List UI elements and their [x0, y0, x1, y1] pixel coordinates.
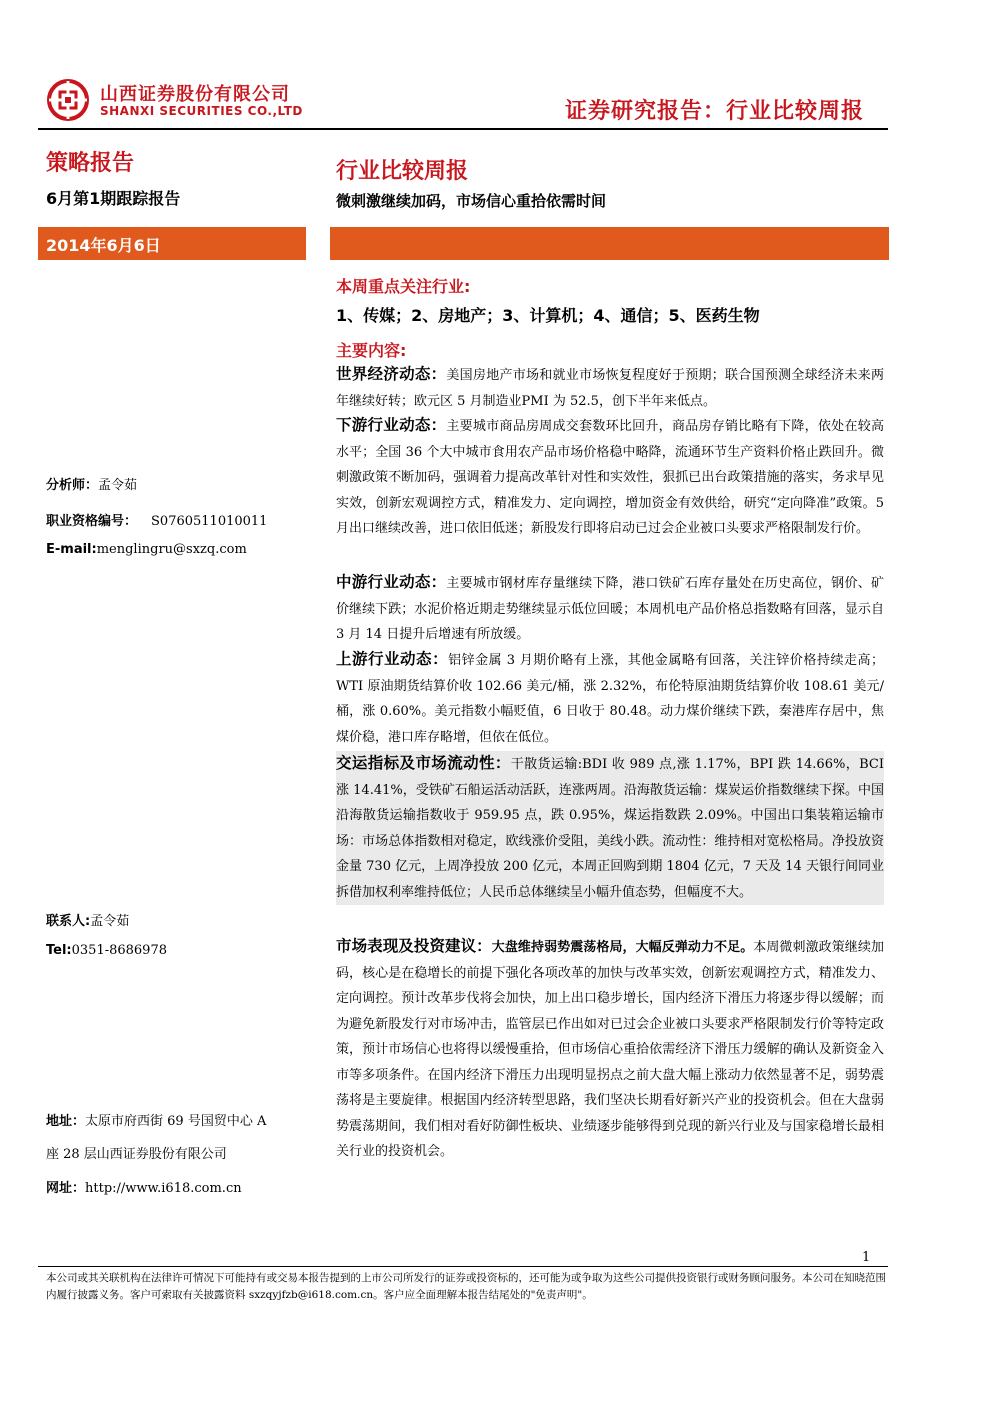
downstream-section: 下游行业动态：主要城市商品房周成交套数环比回升，商品房存销比略有下降，依处在较高水平；全国 36 个大中城市食用农产品市场价格稳中略降，流通环节生产资料价格止跌回升。微刺激政策不断加码，强调着力提高改革针对性和实效性，狠抓已出台政策措施的落实，务求早见实效，创新宏观调控方式，精准发力、定向调控，增加资金有效供给，研究“定向降准”政策。5 月出口继续改善，进口依旧低迷；新股发行即将启动已过会企业被口头要求严格限制发行价。 — [336, 416, 884, 536]
website-link[interactable]: http://www.i618.com.cn — [85, 1181, 242, 1196]
world-economy-section: 世界经济动态：美国房地产市场和就业市场恢复程度好于预期；联合国预测全球经济未来两年继续好转；欧元区 5 月制造业PMI 为 52.5，创下半年来低点。 — [336, 365, 884, 409]
contact-line: 联系人:孟令茹 — [46, 914, 130, 929]
email-line: E-mail:menglingru@sxzq.com — [46, 542, 247, 557]
report-subtitle: 微刺激继续加码，市场信心重拾依需时间 — [336, 192, 607, 210]
footer-divider — [38, 1266, 888, 1267]
company-name-cn: 山西证券股份有限公司 — [100, 84, 290, 105]
analyst-name: 孟令茹 — [98, 478, 138, 493]
title-bar — [330, 227, 889, 260]
transport-liquidity-section: 交运指标及市场流动性：干散货运输:BDI 收 989 点,涨 1.17%，BPI 跌 14.66%，BCI 涨 14.41%，受铁矿石船运活动活跃，连涨两周。沿海散货运输：煤炭运价指数继续下探。中国沿海散货运输指数收于 959.95 点，跌 0.95%，煤运指数跌 2.09%。中国出口集装箱运输市场：市场总体指数相对稳定，欧线涨价受阻，美线小跌。流动性：维持相对宽松格局。净投放资金量 730 亿元，上周净投放 200 亿元，本周正回购到期 1804 亿元，7 天及 14 天银行间同业拆借加权利率维持低位；人民币总体继续呈小幅升值态势，但幅度不大。 — [336, 751, 884, 905]
website-line: 网址：http://www.i618.com.cn — [46, 1181, 242, 1196]
contact-name: 孟令茹 — [90, 914, 130, 929]
report-type-title: 证券研究报告：行业比较周报 — [564, 99, 864, 124]
upstream-section: 上游行业动态：铝锌金属 3 月期价略有上涨，其他金属略有回落，关注锌价格持续走高； WTI 原油期货结算价收 102.66 美元/桶，涨 2.32%，布伦特原油期货结算价收 108.61 美元/桶，涨 0.60%。美元指数小幅贬值，6 日收于 80.48。动力煤价继续下跌，秦港库存居中，焦煤价稳，港口库存略增，但依在低位。 — [336, 650, 884, 745]
main-content-heading: 主要内容: — [336, 341, 407, 360]
analyst-line: 分析师：孟令茹 — [46, 478, 138, 493]
focus-heading: 本周重点关注行业: — [336, 277, 471, 296]
address-line-1: 地址：太原市府西街 69 号国贸中心 A — [46, 1114, 267, 1129]
midstream-section: 中游行业动态：主要城市钢材库存量继续下降，港口铁矿石库存量处在历史高位，钢价、矿价继续下跌；水泥价格近期走势继续显示低位回暖；本周机电产品价格总指数略有回落，显示自 3 月 14 日提升后增速有所放缓。 — [336, 573, 884, 642]
company-logo-icon — [46, 78, 90, 122]
tracking-label: 6月第1期跟踪报告 — [46, 189, 181, 208]
report-date: 2014年6月6日 — [46, 236, 161, 255]
page-number: 1 — [862, 1250, 871, 1265]
report-category: 策略报告 — [46, 151, 135, 176]
cert-number: S0760511010011 — [151, 514, 268, 529]
address-line-2: 座 28 层山西证券股份有限公司 — [46, 1147, 227, 1162]
focus-industries: 1、传媒；2、房地产；3、计算机；4、通信；5、医药生物 — [336, 306, 760, 325]
tel-number: 0351-8686978 — [71, 943, 167, 958]
company-name-en: SHANXI SECURITIES CO.,LTD — [100, 104, 303, 118]
header-divider — [38, 128, 888, 130]
email-link[interactable]: menglingru@sxzq.com — [96, 542, 247, 557]
disclaimer-text: 本公司或其关联机构在法律许可情况下可能持有或交易本报告提到的上市公司所发行的证券或投资标的，还可能为或争取为这些公司提供投资银行或财务顾问服务。本公司在知晓范围内履行披露义务。客户可索取有关披露资料 sxzqyjfzb@i618.com.cn。客户应全面理解本报告结尾处的"免责声明"。 — [46, 1272, 886, 1301]
cert-line: 职业资格编号： S0760511010011 — [46, 514, 268, 529]
report-title: 行业比较周报 — [336, 159, 469, 184]
tel-line: Tel:0351-8686978 — [46, 943, 167, 958]
market-advice-section: 市场表现及投资建议：大盘维持弱势震荡格局，大幅反弹动力不足。本周微刺激政策继续加码，核心是在稳增长的前提下强化各项改革的加快与改革实效，创新宏观调控方式，精准发力、定向调控。预计改革步伐将会加快，加上出口稳步增长，国内经济下滑压力将逐步得以缓解；而为避免新股发行对市场冲击，监管层已作出如对已过会企业被口头要求严格限制发行价等特定政策，预计市场信心也将得以缓慢重拾，但市场信心重拾依需经济下滑压力缓解的确认及新资金入市等多项条件。在国内经济下滑压力出现明显拐点之前大盘大幅上涨动力依然显著不足，弱势震荡将是主要旋律。根据国内经济转型思路，我们坚决长期看好新兴产业的投资机会。但在大盘弱势震荡期间，我们相对看好防御性板块、业绩逐步能够得到兑现的新兴行业及与国家稳增长最相关行业的投资机会。 — [336, 937, 884, 1159]
date-bar — [38, 227, 306, 260]
